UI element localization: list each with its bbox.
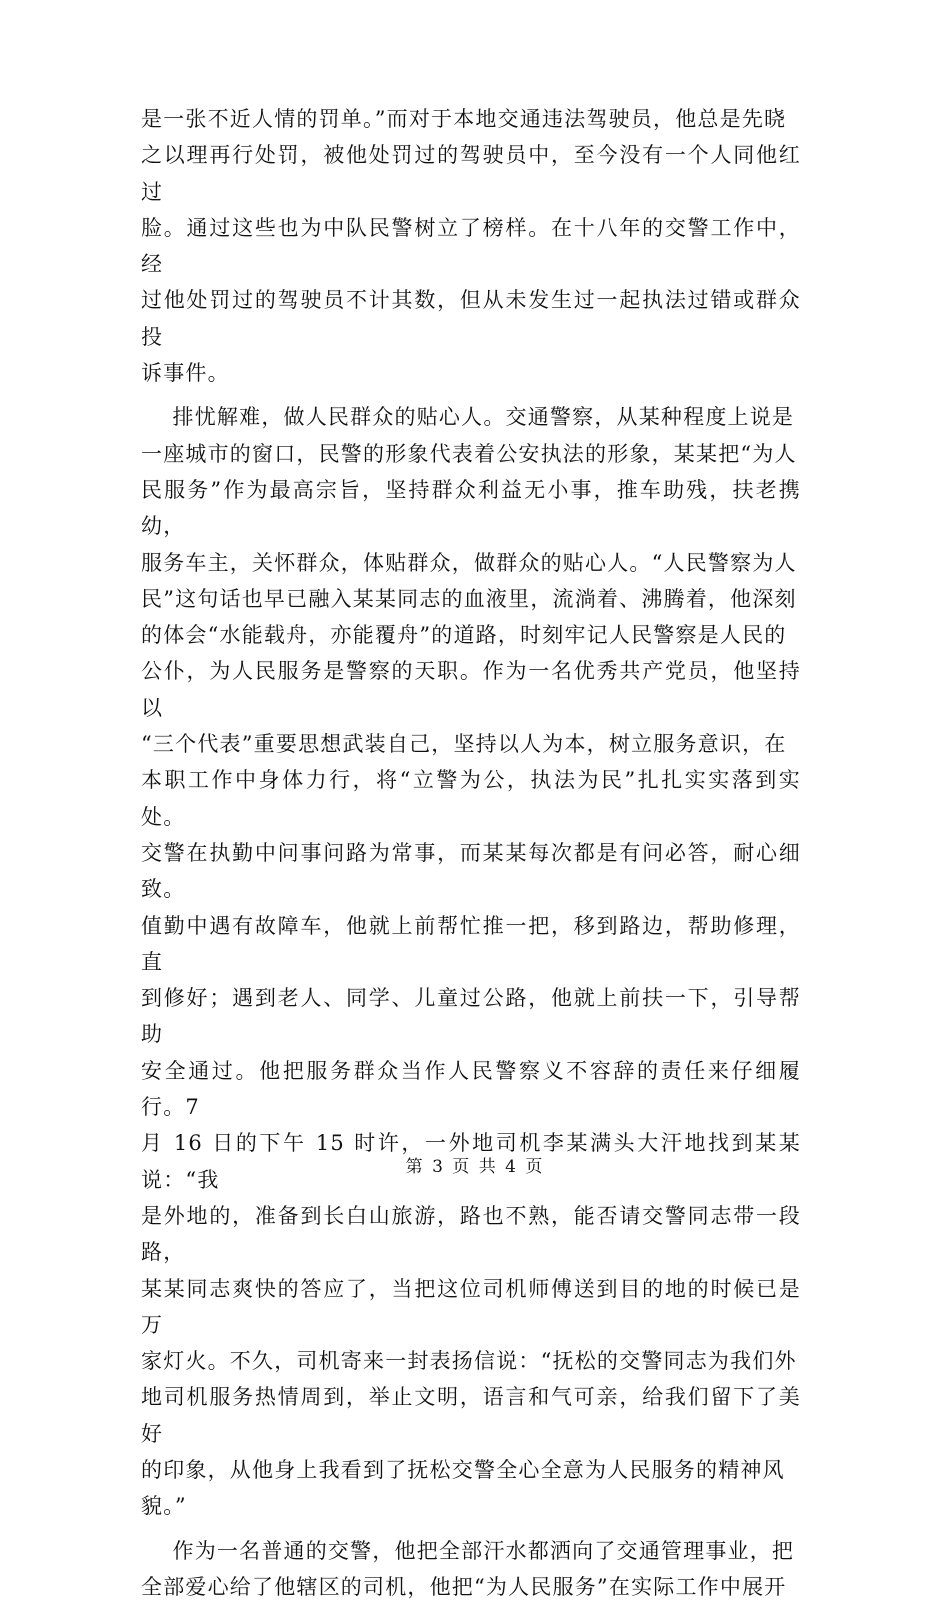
text-line: 排忧解难，做人民群众的贴心人。交通警察，从某种程度上说是 xyxy=(141,405,795,430)
text-line: 家灯火。不久，司机寄来一封表扬信说：“抚松的交警同志为我们外 xyxy=(141,1349,797,1374)
text-line: 民服务”作为最高宗旨，坚持群众利益无小事，推车助残，扶老携幼， xyxy=(141,477,801,539)
text-line: 安全通过。他把服务群众当作人民警察义不容辞的责任来仔细履行。7 xyxy=(141,1058,801,1120)
text-line: 本职工作中身体力行，将“立警为公，执法为民”扎扎实实落到实处。 xyxy=(141,768,801,829)
text-line: 脸。通过这些也为中队民警树立了榜样。在十八年的交警工作中，经 xyxy=(141,215,801,277)
text-line: 貌。” xyxy=(141,1494,187,1519)
paragraph-3 xyxy=(141,1533,801,1605)
text-line: 地司机服务热情周到，举止文明，语言和气可亲，给我们留下了美好 xyxy=(141,1385,801,1446)
text-line: 交警在执勤中问事问路为常事，而某某每次都是有问必答，耐心细致。 xyxy=(141,840,801,902)
text-line: “三个代表”重要思想武装自己，坚持以人为本，树立服务意识，在 xyxy=(141,732,787,757)
text-line: 一座城市的窗口，民警的形象代表着公安执法的形象，某某把“为人 xyxy=(141,441,797,466)
text-line: 全部爱心给了他辖区的司机，他把“为人民服务”在实际工作中展开 xyxy=(141,1574,787,1599)
text-line: 作为一名普通的交警，他把全部汗水都洒向了交通管理事业，把 xyxy=(141,1538,795,1563)
text-line: 服务车主，关怀群众，体贴群众，做群众的贴心人。“人民警察为人 xyxy=(141,550,797,575)
text-line: 公仆，为人民服务是警察的天职。作为一名优秀共产党员，他坚持以 xyxy=(141,659,801,720)
text-line: 民”这句话也早已融入某某同志的血液里，流淌着、沸腾着，他深刻 xyxy=(141,586,797,611)
paragraph-1 xyxy=(141,101,801,391)
text-line: 的印象，从他身上我看到了抚松交警全心全意为人民服务的精神风 xyxy=(141,1457,785,1482)
page-footer: 第 3 页 共 4 页 xyxy=(405,1157,545,1177)
text-line: 的体会“水能载舟，亦能覆舟”的道路，时刻牢记人民警察是人民的 xyxy=(141,623,787,648)
text-line: 之以理再行处罚，被他处罚过的驾驶员中，至今没有一个人同他红过 xyxy=(141,143,801,204)
paragraph-2 xyxy=(141,399,801,1524)
text-line: 是一张不近人情的罚单。”而对于本地交通违法驾驶员，他总是先晓 xyxy=(141,107,787,131)
body-text xyxy=(141,101,801,1605)
text-line: 值勤中遇有故障车，他就上前帮忙推一把，移到路边，帮助修理，直 xyxy=(141,913,801,974)
text-line: 诉事件。 xyxy=(141,361,230,386)
text-line: 月 16 日的下午 15 时许，一外地司机李某满头大汗地找到某某说：“我 xyxy=(141,1131,801,1192)
text-line: 某某同志爽快的答应了，当把这位司机师傅送到目的地的时候已是万 xyxy=(141,1276,801,1337)
text-line: 过他处罚过的驾驶员不计其数，但从未发生过一起执法过错或群众投 xyxy=(141,288,801,349)
text-line: 到修好；遇到老人、同学、儿童过公路，他就上前扶一下，引导帮助 xyxy=(141,986,801,1047)
text-line: 是外地的，准备到长白山旅游，路也不熟，能否请交警同志带一段路， xyxy=(141,1203,801,1265)
